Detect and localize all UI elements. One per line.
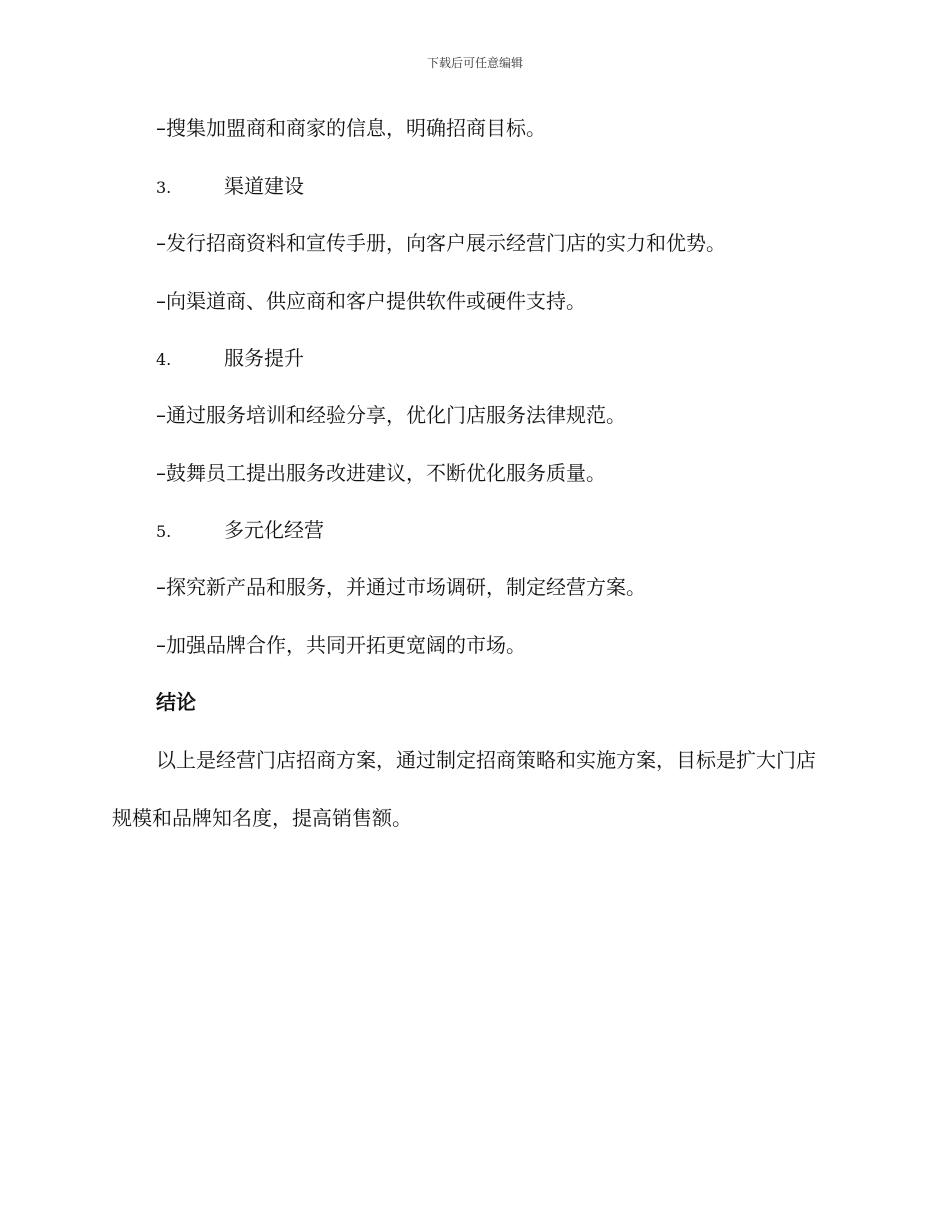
bullet-item: –加强品牌合作，共同开拓更宽阔的市场。 <box>156 633 526 657</box>
bullet-item: –鼓舞员工提出服务改进建议，不断优化服务质量。 <box>156 461 606 485</box>
section-heading-5 <box>156 516 324 546</box>
section-heading-3 <box>156 172 304 202</box>
bullet-item: –发行招商资料和宣传手册，向客户展示经营门店的实力和优势。 <box>156 231 726 255</box>
section-number: 5. <box>156 522 172 541</box>
bullet-item: –搜集加盟商和商家的信息，明确招商目标。 <box>156 116 546 140</box>
conclusion-paragraph: 以上是经营门店招商方案，通过制定招商策略和实施方案，目标是扩大门店规模和品牌知名度，提高销售额。 <box>112 748 816 830</box>
section-heading-4 <box>156 344 304 374</box>
section-title: 服务提升 <box>224 346 304 370</box>
header-note: 下载后可任意编辑 <box>426 56 523 70</box>
section-number: 3. <box>156 178 172 197</box>
section-title: 渠道建设 <box>224 174 304 198</box>
bullet-item: –向渠道商、供应商和客户提供软件或硬件支持。 <box>156 289 586 313</box>
section-number: 4. <box>156 350 172 369</box>
section-title: 多元化经营 <box>224 518 324 542</box>
bullet-item: –通过服务培训和经验分享，优化门店服务法律规范。 <box>156 403 626 427</box>
conclusion-heading: 结论 <box>156 690 196 714</box>
bullet-item: –探究新产品和服务，并通过市场调研，制定经营方案。 <box>156 575 646 599</box>
